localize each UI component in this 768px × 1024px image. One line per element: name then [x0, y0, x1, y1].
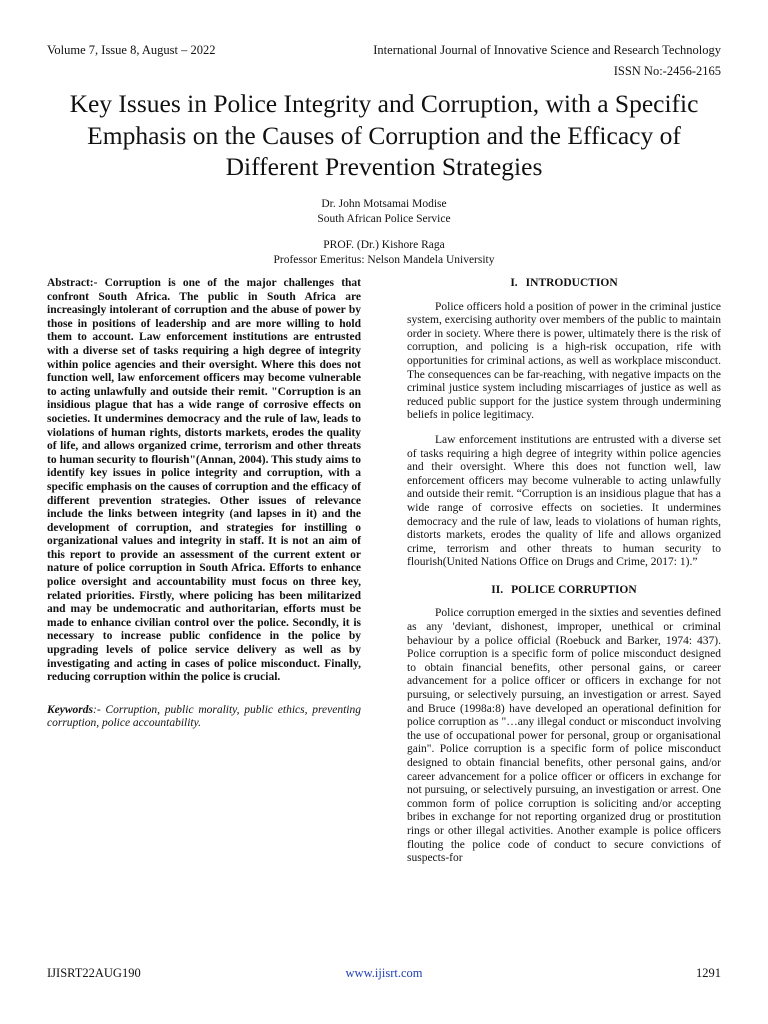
- section-heading-introduction: [407, 277, 721, 291]
- page-number: 1291: [696, 966, 721, 980]
- section-heading-police-corruption: [407, 584, 721, 598]
- keywords-label: Keywords: [47, 703, 93, 716]
- paragraph: Police corruption emerged in the sixties and seventies defined as any 'deviant, dishonest, improper, unethical or criminal behaviour by a police official (Roebuck and Barker, 1974: 437). Police corruption is a specific form of police misconduct designed to obtain financial benefits, other personal gains, or career advancement for a police officer or officers in exchange for not pursuing, or selectively pursuing, an investigation or arrest. Sayed and Bruce (1998a:8) have developed an operational definition for police corruption as "…any illegal conduct or misconduct involving the use of occupational power for personal, group or organisational gain". Police corruption is a specific form of police misconduct designed to obtain financial benefits, other personal gains, and/or career advancement for a police officer or officers in exchange for not pursuing, or selectively pursuing, an investigation or arrest. One common form of police corruption is soliciting and/or accepting bribes in exchange for not reporting organized drug or prostitution rings or other illegal activities. Another example is police officers flouting the police code of conduct to secure convictions of suspects-for: [407, 607, 721, 865]
- section-number: I.: [510, 277, 518, 289]
- author-name: PROF. (Dr.) Kishore Raga: [323, 239, 445, 251]
- volume-issue: Volume 7, Issue 8, August – 2022: [47, 43, 216, 57]
- paragraph: Police officers hold a position of power in the criminal justice system, exercising authority over members of the public to maintain order in society. Where there is power, ultimately there is the risk of corruption, and policing is a high-risk occupation, rife with opportunities for criminal actions, as well as workplace misconduct. The consequences can be far-reaching, with negative impacts on the criminal justice system including miscarriages of justice as well as reduced public support for the justice system through undermining beliefs in police legitimacy.: [407, 300, 721, 422]
- author-block: [134, 197, 634, 267]
- section-number: II.: [491, 583, 504, 596]
- author-affiliation: South African Police Service: [317, 212, 451, 225]
- keywords: [47, 704, 361, 731]
- paragraph: Law enforcement institutions are entrusted with a diverse set of tasks requiring a high degree of integrity within police agencies and their oversight. Where this does not function well, law enforcement officers may become vulnerable to acting unlawfully and outside their remit. “Corruption is an insidious plague that has a wide range of corrosive effects on societies. It undermines democracy and the rule of law, leads to violations of human rights, distorts markets, erodes the quality of life and allows organized crime, terrorism and other threats to human security to flourish(United Nations Office on Drugs and Crime, 2017: 1).”: [407, 433, 721, 569]
- left-column: [47, 277, 361, 731]
- issn: ISSN No:-2456-2165: [613, 64, 721, 78]
- author-affiliation: Professor Emeritus: Nelson Mandela University: [273, 253, 495, 266]
- journal-url-link[interactable]: www.ijisrt.com: [345, 966, 423, 980]
- paper-title: Key Issues in Police Integrity and Corruption, with a Specific Emphasis on the Causes of Corruption and the Efficacy of Different Prevention Strategies: [69, 89, 699, 181]
- journal-name: International Journal of Innovative Science and Research Technology: [373, 43, 721, 57]
- keywords-text: :- Corruption, public morality, public ethics, preventing corruption, police accountability.: [47, 703, 361, 730]
- right-column: [407, 277, 721, 877]
- section-title: POLICE CORRUPTION: [511, 583, 637, 596]
- paper-code: IJISRT22AUG190: [47, 966, 141, 980]
- abstract: Abstract:- Corruption is one of the major challenges that confront South Africa. The public in South Africa are increasingly intolerant of corruption and the abuse of power by those in positions of leadership and are more willing to hold them to account. Law enforcement institutions are entrusted with a diverse set of tasks requiring a high degree of integrity within police agencies and their oversight. Where this does not function well, law enforcement officers may become vulnerable to acting unlawfully and outside their remit. "Corruption is an insidious plague that has a wide range of corrosive effects on societies. It undermines democracy and the rule of law, leads to violations of human rights, distorts markets, erodes the quality of life, and allows organized crime, terrorism and other threats to human security to flourish"(Annan, 2004). This study aims to identify key issues in police integrity and corruption, with a specific emphasis on the causes of corruption and the efficacy of different prevention strategies. Other issues of relevance include the links between integrity (and lapses in it) and the development of corruption, and strategies for instilling o organizational values and integrity in staff. It is not an aim of this report to provide an assessment of the current extent or nature of police corruption in South Africa. Efforts to enhance police oversight and accountability must focus on three key, related priorities. Firstly, where policing has been militarized and may be undemocratic and authoritarian, efforts must be made to enhance civilian control over the police. Secondly, it is necessary to increase public confidence in the police by upgrading levels of police service delivery as well as by investigating and acting in cases of police misconduct. Finally, reducing corruption within the police is crucial.: [47, 277, 361, 684]
- section-title: INTRODUCTION: [525, 277, 618, 289]
- author-name: Dr. John Motsamai Modise: [321, 198, 447, 210]
